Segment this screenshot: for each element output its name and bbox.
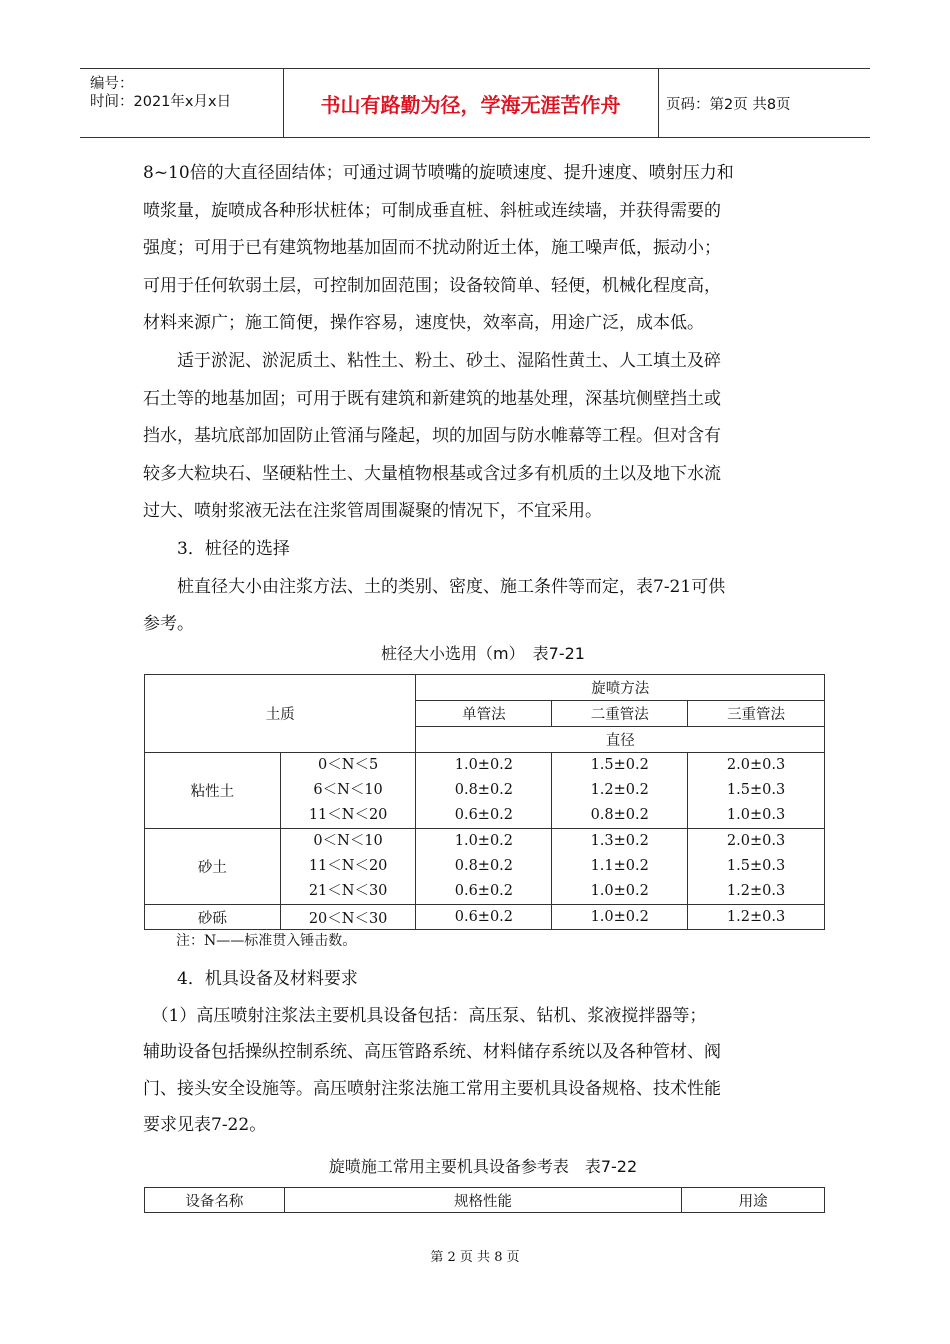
n-range-cell bbox=[280, 829, 416, 905]
n-range: 6＜N＜10 bbox=[313, 782, 383, 798]
paragraph-line: 过大、喷射浆液无法在注浆管周围凝聚的情况下，不宜采用。 bbox=[143, 501, 602, 522]
header-use: 用途 bbox=[682, 1188, 825, 1213]
paragraph-line: 辅助设备包括操纵控制系统、高压管路系统、材料储存系统以及各种管材、阀 bbox=[143, 1042, 721, 1063]
single-values bbox=[416, 753, 552, 829]
n-range: 0＜N＜5 bbox=[318, 757, 379, 773]
table-row bbox=[145, 829, 825, 905]
value: 1.5±0.3 bbox=[726, 782, 786, 798]
n-range-cell bbox=[280, 753, 416, 829]
value: 1.0±0.2 bbox=[454, 833, 514, 849]
paragraph-line: 适于淤泥、淤泥质土、粘性土、粉土、砂土、湿陷性黄土、人工填土及碎 bbox=[143, 351, 721, 371]
header-meta bbox=[80, 69, 284, 137]
doc-date: 时间：2021年x月x日 bbox=[90, 94, 232, 110]
value: 1.0±0.2 bbox=[590, 883, 649, 899]
table-7-22-title: 旋喷施工常用主要机具设备参考表 表7-22 bbox=[328, 1157, 638, 1176]
paragraph-line: 参考。 bbox=[143, 614, 194, 635]
paragraph-line: 要求见表7-22。 bbox=[143, 1115, 267, 1136]
paragraph-line: 挡水，基坑底部加固防止管涌与隆起，坝的加固与防水帷幕等工程。但对含有 bbox=[143, 426, 721, 447]
value: 0.8±0.2 bbox=[590, 807, 649, 823]
value: 0.6±0.2 bbox=[454, 883, 514, 899]
header-soil: 土质 bbox=[145, 675, 416, 753]
value: 1.3±0.2 bbox=[590, 833, 649, 849]
page-footer: 第 2 页 共 8 页 bbox=[430, 1250, 520, 1265]
table-row bbox=[145, 905, 825, 930]
value: 0.6±0.2 bbox=[416, 905, 552, 930]
paragraph-line: 材料来源广；施工简便，操作容易，速度快，效率高，用途广泛，成本低。 bbox=[143, 313, 704, 334]
value: 1.0±0.2 bbox=[552, 905, 688, 930]
header-spec: 规格性能 bbox=[284, 1188, 681, 1213]
equipment-table bbox=[144, 1187, 825, 1213]
value: 1.5±0.2 bbox=[590, 757, 649, 773]
double-values bbox=[552, 753, 688, 829]
double-values bbox=[552, 829, 688, 905]
paragraph-line: 8~10倍的大直径固结体；可通过调节喷嘴的旋喷速度、提升速度、喷射压力和 bbox=[143, 163, 734, 183]
value: 1.2±0.2 bbox=[590, 782, 649, 798]
table-7-21-title: 桩径大小选用（m） 表7-21 bbox=[381, 644, 585, 663]
table-header-row bbox=[145, 675, 825, 701]
paragraph-line: 门、接头安全设施等。高压喷射注浆法施工常用主要机具设备规格、技术性能 bbox=[143, 1078, 721, 1099]
soil-gravel: 砂砾 bbox=[145, 905, 281, 930]
triple-values bbox=[688, 753, 825, 829]
table-note: 注：N——标准贯入锤击数。 bbox=[176, 933, 357, 949]
header-page-info: 页码：第2页 共8页 bbox=[666, 96, 791, 113]
paragraph-line: （1）高压喷射注浆法主要机具设备包括：高压泵、钻机、浆液搅拌器等； bbox=[143, 1005, 707, 1026]
paragraph-line: 桩直径大小由注浆方法、土的类别、密度、施工条件等而定，表7-21可供 bbox=[143, 576, 726, 597]
paragraph-line: 强度；可用于已有建筑物地基加固而不扰动附近土体，施工噪声低，振动小； bbox=[143, 238, 721, 259]
header-method: 旋喷方法 bbox=[416, 675, 825, 701]
triple-values bbox=[688, 829, 825, 905]
table-row bbox=[145, 753, 825, 829]
single-values bbox=[416, 829, 552, 905]
value: 0.8±0.2 bbox=[454, 858, 514, 874]
page-header bbox=[80, 68, 870, 138]
doc-number-label: 编号： bbox=[90, 76, 134, 92]
value: 1.1±0.2 bbox=[590, 858, 649, 874]
paragraph-line: 4．机具设备及材料要求 bbox=[143, 969, 358, 989]
value: 0.6±0.2 bbox=[454, 807, 514, 823]
paragraph-line: 可用于任何软弱土层，可控制加固范围；设备较简单、轻便，机械化程度高， bbox=[143, 275, 721, 296]
paragraph-line: 3．桩径的选择 bbox=[143, 539, 290, 559]
value: 1.2±0.3 bbox=[688, 905, 825, 930]
soil-sand: 砂土 bbox=[145, 829, 281, 905]
header-equipment-name: 设备名称 bbox=[145, 1188, 285, 1213]
n-range: 21＜N＜30 bbox=[308, 883, 388, 899]
table-header-row bbox=[145, 1188, 825, 1213]
value: 2.0±0.3 bbox=[726, 833, 786, 849]
paragraph-line: 喷浆量，旋喷成各种形状桩体；可制成垂直桩、斜桩或连续墙，并获得需要的 bbox=[143, 200, 721, 221]
value: 1.5±0.3 bbox=[726, 858, 786, 874]
header-motto: 书山有路勤为径，学海无涯苦作舟 bbox=[283, 69, 659, 137]
soil-clay: 粘性土 bbox=[145, 753, 281, 829]
header-single-pipe: 单管法 bbox=[416, 701, 552, 727]
value: 2.0±0.3 bbox=[726, 757, 786, 773]
header-diameter: 直径 bbox=[416, 727, 825, 753]
value: 1.0±0.2 bbox=[454, 757, 514, 773]
value: 1.2±0.3 bbox=[726, 883, 786, 899]
n-range: 0＜N＜10 bbox=[313, 833, 383, 849]
n-range: 11＜N＜20 bbox=[308, 807, 388, 823]
pile-diameter-table bbox=[144, 674, 825, 930]
header-double-pipe: 二重管法 bbox=[552, 701, 688, 727]
n-range: 11＜N＜20 bbox=[308, 858, 388, 874]
n-range: 20＜N＜30 bbox=[280, 905, 416, 930]
paragraph-line: 较多大粒块石、坚硬粘性土、大量植物根基或含过多有机质的土以及地下水流 bbox=[143, 463, 721, 484]
value: 1.0±0.3 bbox=[726, 807, 786, 823]
header-triple-pipe: 三重管法 bbox=[688, 701, 825, 727]
value: 0.8±0.2 bbox=[454, 782, 514, 798]
paragraph-line: 石土等的地基加固；可用于既有建筑和新建筑的地基处理，深基坑侧壁挡土或 bbox=[143, 388, 721, 409]
